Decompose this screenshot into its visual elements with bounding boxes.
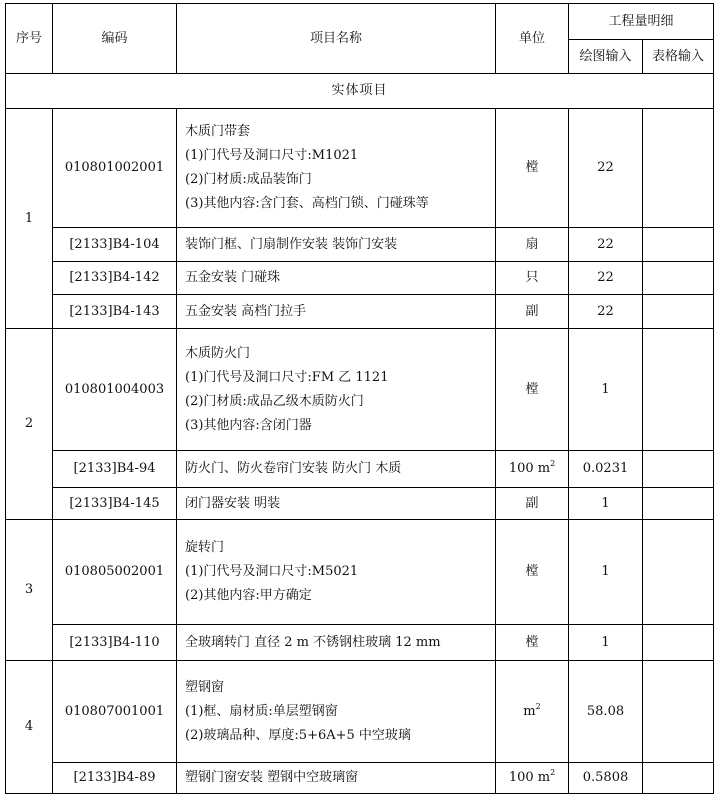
unit-cell: [496, 488, 569, 520]
code-cell: [2133]B4-89: [53, 763, 177, 794]
unit-value: [525, 160, 538, 175]
name-line: (2)门材质:成品乙级木质防火门: [185, 393, 364, 409]
unit-text: 100 m: [508, 770, 551, 786]
name-line: (1)门代号及洞口尺寸:M1021: [185, 148, 359, 163]
unit-cell: [496, 520, 569, 625]
unit-text: 只: [525, 270, 539, 286]
unit-value: [525, 270, 538, 285]
unit-value: [523, 701, 541, 719]
code-cell: [2133]B4-94: [53, 451, 177, 488]
name-cell: 全玻璃转门 直径 2 m 不锈钢柱玻璃 12 mm: [177, 625, 496, 661]
table-row-main: [6, 520, 714, 625]
name-line: (1)门代号及洞口尺寸:FM 乙 1121: [185, 369, 389, 385]
code-cell: [2133]B4-110: [53, 625, 177, 661]
name-line: 旋转门: [185, 540, 225, 555]
name-cell: [177, 329, 496, 451]
code-cell: [2133]B4-145: [53, 488, 177, 520]
name-cell: 塑钢门窗安装 塑钢中空玻璃窗: [177, 763, 496, 794]
drawing-input-cell: 1: [569, 329, 643, 451]
name-line: (1)门代号及洞口尺寸:M5021: [185, 564, 359, 579]
table-input-cell: [643, 262, 714, 295]
unit-value: [525, 564, 538, 579]
unit-cell: [496, 625, 569, 661]
name-line: 木质防火门: [185, 345, 251, 361]
unit-text: 100 m: [508, 461, 551, 477]
table-row-main: [6, 329, 714, 451]
header-drawing-input: 绘图输入: [569, 40, 643, 74]
seq-cell: 4: [6, 661, 53, 794]
unit-cell: [496, 329, 569, 451]
table-row-sub: [6, 228, 714, 262]
name-line: (3)其他内容:含门套、高档门锁、门碰珠等: [185, 196, 429, 211]
name-cell: [177, 109, 496, 228]
name-line: (2)其他内容:甲方确定: [185, 588, 312, 603]
unit-value: [525, 304, 538, 319]
name-line: (2)门材质:成品装饰门: [185, 172, 312, 187]
name-cell: 五金安装 门碰珠: [177, 262, 496, 295]
name-cell: 装饰门框、门扇制作安装 装饰门安装: [177, 228, 496, 262]
header-unit: 单位: [496, 4, 569, 74]
unit-text: 副: [525, 303, 539, 319]
table-row-main: [6, 661, 714, 763]
table-row-sub: [6, 295, 714, 329]
drawing-input-cell: 22: [569, 295, 643, 329]
code-cell: 010807001001: [53, 661, 177, 763]
unit-cell: [496, 763, 569, 794]
code-cell: [2133]B4-104: [53, 228, 177, 262]
unit-text: 副: [525, 495, 539, 511]
table-input-cell: [643, 109, 714, 228]
name-cell: 闭门器安装 明装: [177, 488, 496, 520]
name-line: 木质门带套: [185, 124, 251, 139]
quantity-table-sheet: [5, 3, 714, 794]
drawing-input-cell: 58.08: [569, 661, 643, 763]
code-cell: 010801004003: [53, 329, 177, 451]
table-input-cell: [643, 295, 714, 329]
header-quantity-detail: 工程量明细: [569, 4, 714, 40]
drawing-input-cell: 0.5808: [569, 763, 643, 794]
unit-value: [525, 382, 538, 397]
unit-cell: [496, 661, 569, 763]
unit-superscript: 2: [535, 701, 541, 711]
table-row-sub: [6, 488, 714, 520]
name-cell: 五金安装 高档门拉手: [177, 295, 496, 329]
unit-value: [509, 770, 555, 785]
unit-value: [509, 461, 555, 476]
header-seq: 序号: [6, 4, 53, 74]
table-input-cell: [643, 520, 714, 625]
unit-value: [525, 237, 538, 252]
unit-text: 樘: [525, 634, 539, 650]
table-input-cell: [643, 228, 714, 262]
table-row-sub: [6, 625, 714, 661]
table-row-sub: [6, 763, 714, 794]
unit-cell: [496, 262, 569, 295]
drawing-input-cell: 22: [569, 109, 643, 228]
code-cell: [2133]B4-142: [53, 262, 177, 295]
table-input-cell: [643, 763, 714, 794]
code-cell: 010805002001: [53, 520, 177, 625]
quantity-table: [5, 3, 714, 794]
table-row-sub: [6, 451, 714, 488]
name-cell: [177, 661, 496, 763]
table-row-main: [6, 109, 714, 228]
table-input-cell: [643, 488, 714, 520]
name-cell: [177, 520, 496, 625]
drawing-input-cell: 22: [569, 228, 643, 262]
name-line: (3)其他内容:含闭门器: [185, 417, 312, 433]
drawing-input-cell: 22: [569, 262, 643, 295]
table-input-cell: [643, 661, 714, 763]
table-input-cell: [643, 329, 714, 451]
unit-text: 樘: [525, 160, 539, 176]
unit-value: [525, 496, 538, 511]
code-cell: 010801002001: [53, 109, 177, 228]
name-cell: 防火门、防火卷帘门安装 防火门 木质: [177, 451, 496, 488]
code-cell: [2133]B4-143: [53, 295, 177, 329]
unit-cell: [496, 451, 569, 488]
drawing-input-cell: 1: [569, 520, 643, 625]
table-row-sub: [6, 262, 714, 295]
name-line: 塑钢窗: [185, 679, 225, 695]
drawing-input-cell: 1: [569, 625, 643, 661]
unit-superscript: 2: [550, 459, 556, 469]
drawing-input-cell: 0.0231: [569, 451, 643, 488]
unit-text: 扇: [525, 236, 539, 252]
seq-cell: 3: [6, 520, 53, 661]
unit-cell: [496, 109, 569, 228]
unit-text: 樘: [525, 564, 539, 580]
drawing-input-cell: 1: [569, 488, 643, 520]
table-input-cell: [643, 625, 714, 661]
table-input-cell: [643, 451, 714, 488]
unit-text: 樘: [525, 381, 539, 397]
unit-text: m: [523, 703, 536, 719]
unit-cell: [496, 228, 569, 262]
unit-cell: [496, 295, 569, 329]
header-code: 编码: [53, 4, 177, 74]
seq-cell: 1: [6, 109, 53, 329]
section-title: 实体项目: [6, 74, 714, 109]
name-line: (1)框、扇材质:单层塑钢窗: [185, 703, 338, 719]
header-table-input: 表格输入: [643, 40, 714, 74]
unit-value: [525, 635, 538, 650]
unit-superscript: 2: [550, 768, 556, 778]
header-name: 项目名称: [177, 4, 496, 74]
seq-cell: 2: [6, 329, 53, 520]
name-line: (2)玻璃品种、厚度:5+6A+5 中空玻璃: [185, 727, 411, 743]
